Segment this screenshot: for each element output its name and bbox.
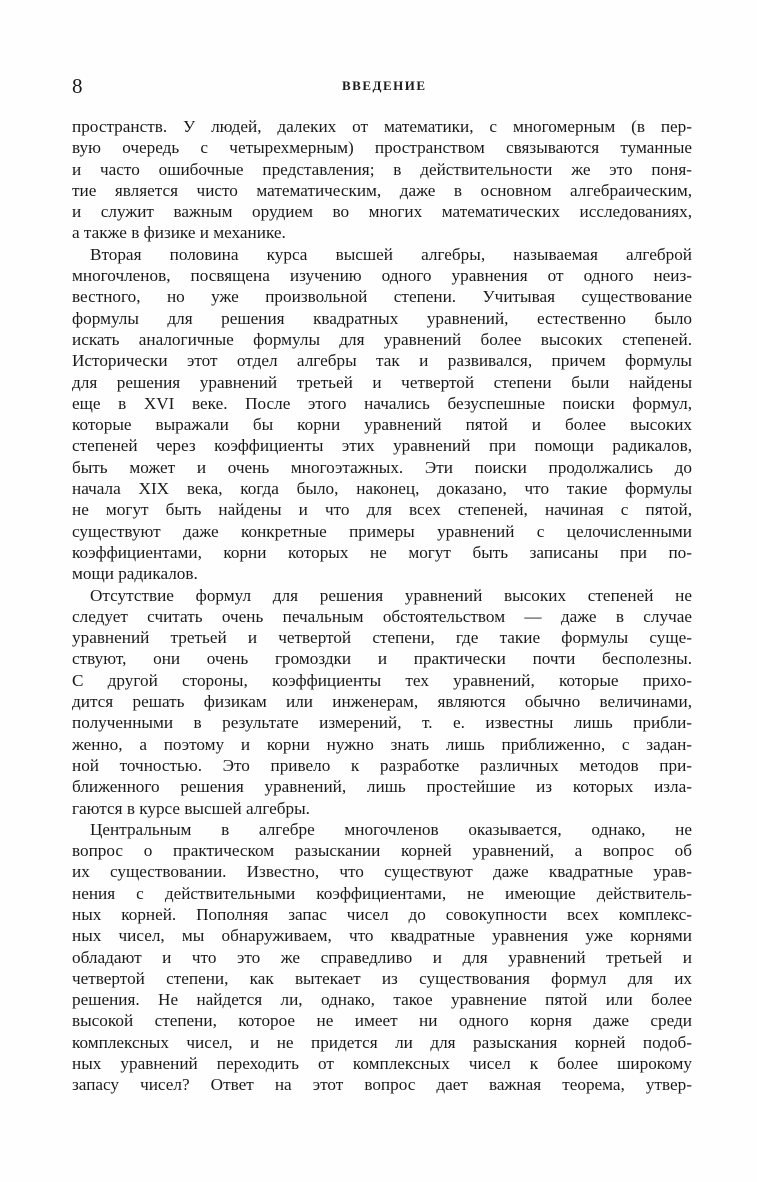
text-line: обладают и что это же справедливо и для уравнений третьей и xyxy=(72,947,692,967)
text-line: запасу чисел? Ответ на этот вопрос дает важная теорема, утвер- xyxy=(72,1075,692,1095)
text-line: для решения уравнений третьей и четвертой степени были найдены xyxy=(72,372,692,392)
text-line: Отсутствие формул для решения уравнений высоких степеней не xyxy=(90,585,692,605)
text-line: искать аналогичные формулы для уравнений более высоких степеней. xyxy=(72,329,692,349)
text-line: следует считать очень печальным обстоятельством — даже в случае xyxy=(72,606,692,626)
text-line: Центральным в алгебре многочленов оказывается, однако, не xyxy=(90,819,692,839)
text-line: ных корней. Пополняя запас чисел до совокупности всех комплекс- xyxy=(72,904,692,924)
paragraph xyxy=(72,819,692,1096)
text-line: ных чисел, мы обнаруживаем, что квадратные уравнения уже корнями xyxy=(72,926,692,946)
section-title: ВВЕДЕНИЕ xyxy=(342,78,427,93)
text-line: нения с действительными коэффициентами, не имеющие действитель- xyxy=(72,883,692,903)
paragraph xyxy=(72,116,692,244)
text-line: не могут быть найдены и что для всех степеней, начиная с пятой, xyxy=(72,500,692,520)
text-line: многочленов, посвящена изучению одного уравнения от одного неиз- xyxy=(72,266,692,286)
text-line: уравнений третьей и четвертой степени, где такие формулы суще- xyxy=(72,628,692,648)
body-text xyxy=(72,116,692,1096)
text-line: полученными в результате измерений, т. е. известны лишь прибли- xyxy=(72,713,692,733)
text-line: вую очередь с четырехмерным) пространством связываются туманные xyxy=(72,138,692,158)
text-line: которые выражали бы корни уравнений пятой и более высоких xyxy=(72,415,692,435)
text-line: пространств. У людей, далеких от математики, с многомерным (в пер- xyxy=(72,117,692,136)
text-line: еще в XVI веке. После этого начались безуспешные поиски формул, xyxy=(72,393,692,413)
text-line: их существовании. Известно, что существуют даже квадратные урав- xyxy=(72,862,692,882)
text-line: вопрос о практическом разыскании корней уравнений, а вопрос об xyxy=(72,841,692,861)
text-line: быть может и очень многоэтажных. Эти поиски продолжались до xyxy=(72,457,692,477)
text-line: вестного, но уже произвольной степени. Учитывая существование xyxy=(72,287,692,307)
text-line: высокой степени, которое не имеет ни одного корня даже среди xyxy=(72,1011,692,1031)
text-line: начала XIX века, когда было, наконец, доказано, что такие формулы xyxy=(72,479,692,499)
text-line: ных уравнений переходить от комплексных чисел к более широкому xyxy=(72,1054,692,1074)
text-line: и служит важным орудием во многих математических исследованиях, xyxy=(72,202,692,222)
text-line: Исторически этот отдел алгебры так и развивался, причем формулы xyxy=(72,351,692,371)
text-line: Вторая половина курса высшей алгебры, называемая алгеброй xyxy=(90,244,692,264)
text-line: женно, а поэтому и корни нужно знать лишь приближенно, с задан- xyxy=(72,734,692,754)
text-line: дится решать физикам или инженерам, являются обычно величинами, xyxy=(72,692,692,712)
text-line: формулы для решения квадратных уравнений, естественно было xyxy=(72,308,692,328)
text-line: четвертой степени, как вытекает из существования формул для их xyxy=(72,968,692,988)
text-line: ствуют, они очень громоздки и практически почти бесполезны. xyxy=(72,649,692,669)
text-line: ной точностью. Это привело к разработке различных методов при- xyxy=(72,755,692,775)
text-line: комплексных чисел, и не придется ли для разыскания корней подоб- xyxy=(72,1032,692,1052)
page-number: 8 xyxy=(72,74,83,98)
text-line: ближенного решения уравнений, лишь простейшие из которых изла- xyxy=(72,777,692,797)
paragraph xyxy=(72,585,692,819)
text-line: существуют даже конкретные примеры уравнений с целочисленными xyxy=(72,521,692,541)
text-line: тие является чисто математическим, даже в основном алгебраическим, xyxy=(72,180,692,200)
text-line: С другой стороны, коэффициенты тех уравнений, которые прихо- xyxy=(72,670,692,690)
text-line: гаются в курсе высшей алгебры. xyxy=(72,798,310,818)
text-line: коэффициентами, корни которых не могут быть записаны при по- xyxy=(72,542,692,562)
text-line: мощи радикалов. xyxy=(72,564,198,584)
text-line: и часто ошибочные представления; в действительности же это поня- xyxy=(72,159,692,179)
text-line: решения. Не найдется ли, однако, такое уравнение пятой или более xyxy=(72,990,692,1010)
text-line: степеней через коэффициенты этих уравнений при помощи радикалов, xyxy=(72,436,692,456)
paragraph xyxy=(72,244,692,585)
running-header xyxy=(72,74,692,98)
text-line: а также в физике и механике. xyxy=(72,223,286,243)
